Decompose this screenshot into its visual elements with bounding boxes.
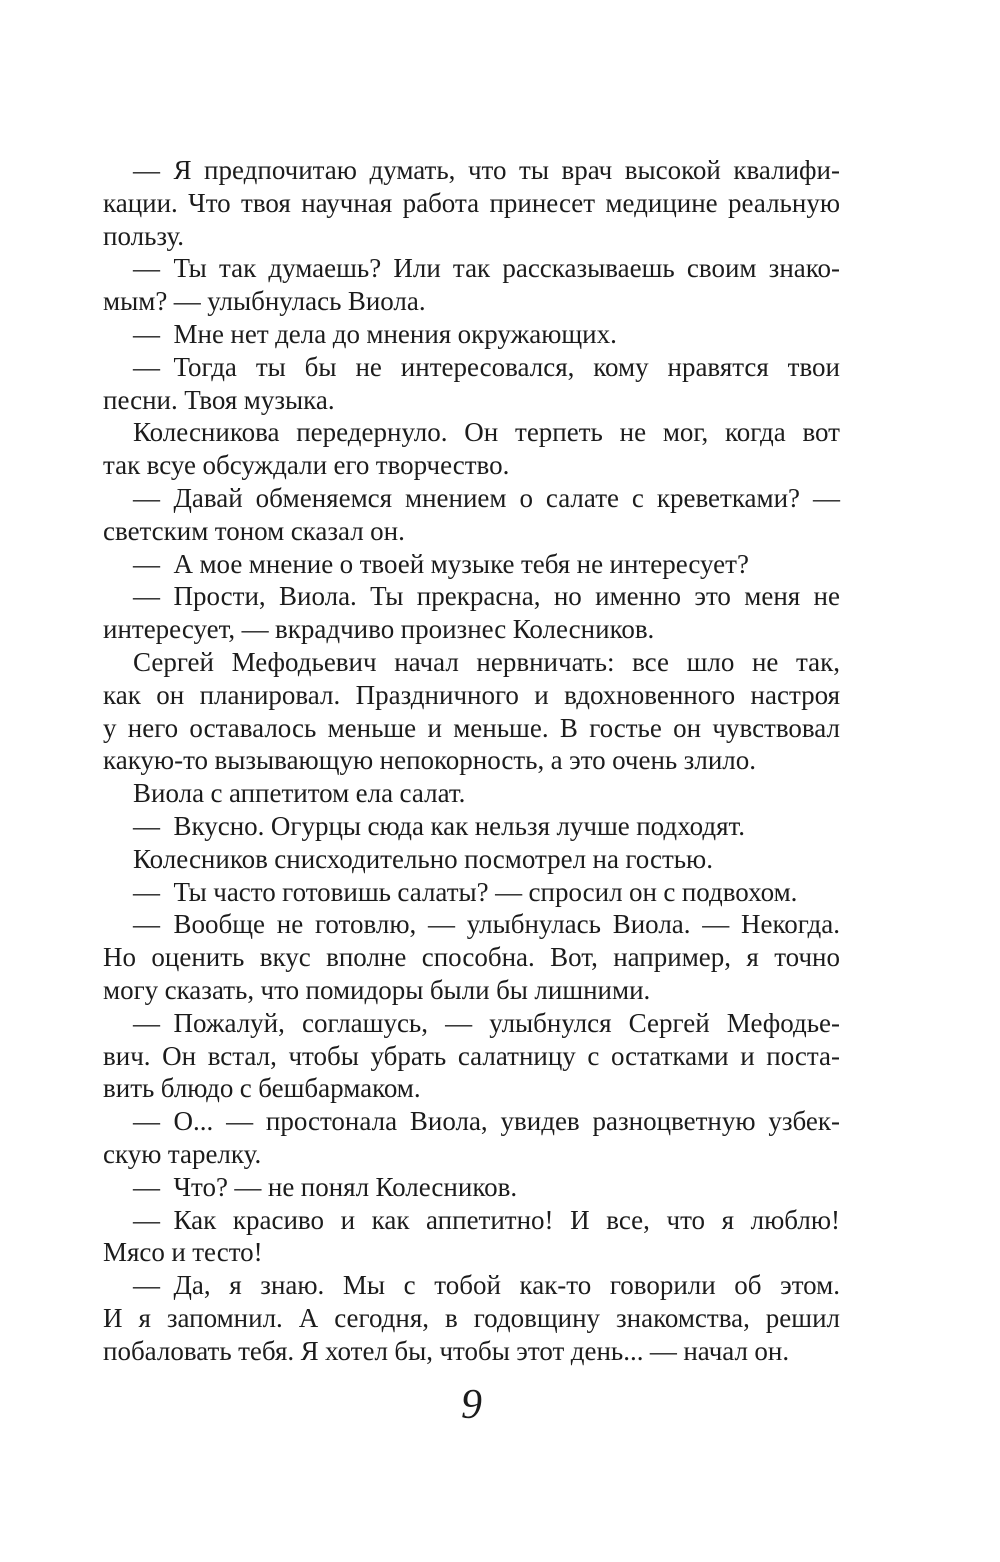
text-line: — Мне нет дела до мнения окружающих. xyxy=(133,318,617,349)
paragraph xyxy=(103,252,840,318)
paragraph xyxy=(103,1105,840,1171)
paragraph xyxy=(103,646,840,777)
text-line: побаловать тебя. Я хотел бы, чтобы этот день... — начал он. xyxy=(103,1335,790,1366)
paragraph xyxy=(103,810,840,843)
text-line: песни. Твоя музыка. xyxy=(103,384,335,415)
text-line: — А мое мнение о твоей музыке тебя не интересует? xyxy=(133,548,749,579)
text-line: — Что? — не понял Колесников. xyxy=(133,1171,518,1202)
paragraph xyxy=(103,1204,840,1270)
text-line: вить блюдо с бешбармаком. xyxy=(103,1073,421,1104)
text-line: — Ты часто готовишь салаты? — спросил он с подвохом. xyxy=(133,876,798,907)
paragraph xyxy=(103,416,840,482)
paragraph xyxy=(103,908,840,1006)
text-line: — Да, я знаю. Мы с тобой как-то говорили об этом. xyxy=(133,1270,840,1301)
text-line: кации. Что твоя научная работа принесет медицине реальную xyxy=(103,187,840,218)
page-text xyxy=(103,154,840,1367)
paragraph xyxy=(103,580,840,646)
paragraph xyxy=(103,1269,840,1367)
text-line: — Я предпочитаю думать, что ты врач высокой квалифи- xyxy=(133,155,840,185)
text-line: мым? — улыбнулась Виола. xyxy=(103,286,426,317)
text-line: Но оценить вкус вполне способна. Вот, например, я точно xyxy=(103,942,840,973)
paragraph xyxy=(103,876,840,909)
text-line: Мясо и тесто! xyxy=(103,1237,263,1268)
text-line: вич. Он встал, чтобы убрать салатницу с остатками и поста- xyxy=(103,1040,840,1071)
page-number: 9 xyxy=(461,1382,482,1428)
text-line: могу сказать, что помидоры были бы лишними. xyxy=(103,974,651,1005)
paragraph xyxy=(103,1171,840,1204)
text-line: — Прости, Виола. Ты прекрасна, но именно это меня не xyxy=(133,581,840,612)
text-line: — Вообще не готовлю, — улыбнулась Виола. — Некогда. xyxy=(133,909,840,940)
text-line: — Давай обменяемся мнением о салате с креветками? — xyxy=(133,482,840,513)
paragraph xyxy=(103,843,840,876)
text-line: — Ты так думаешь? Или так рассказываешь своим знако- xyxy=(133,253,840,284)
text-line: у него оставалось меньше и меньше. В гостье он чувствовал xyxy=(103,712,840,743)
text-line: Сергей Мефодьевич начал нервничать: все шло не так, xyxy=(133,646,840,677)
paragraph xyxy=(103,482,840,548)
paragraph xyxy=(103,548,840,581)
text-line: — О... — простонала Виола, увидев разноцветную узбек- xyxy=(133,1106,840,1137)
text-line: светским тоном сказал он. xyxy=(103,515,405,546)
paragraph xyxy=(103,351,840,417)
text-line: — Пожалуй, соглашусь, — улыбнулся Сергей Мефодье- xyxy=(133,1007,840,1038)
text-line: Колесников снисходительно посмотрел на гостью. xyxy=(133,843,713,874)
text-line: — Тогда ты бы не интересовался, кому нравятся твои xyxy=(133,351,840,382)
text-line: пользу. xyxy=(103,220,185,251)
text-line: — Вкусно. Огурцы сюда как нельзя лучше подходят. xyxy=(133,810,746,841)
text-line: скую тарелку. xyxy=(103,1138,262,1169)
paragraph xyxy=(103,1007,840,1105)
text-line: интересует, — вкрадчиво произнес Колесников. xyxy=(103,614,655,645)
text-line: — Как красиво и как аппетитно! И все, что я люблю! xyxy=(133,1204,840,1235)
paragraph xyxy=(103,318,840,351)
text-line: Колесникова передернуло. Он терпеть не мог, когда вот xyxy=(133,417,840,448)
text-line: как он планировал. Праздничного и вдохновенного настроя xyxy=(103,679,840,710)
text-line: так всуе обсуждали его творчество. xyxy=(103,450,510,481)
text-line: И я запомнил. А сегодня, в годовщину знакомства, решил xyxy=(103,1302,840,1333)
paragraph xyxy=(103,154,840,252)
paragraph xyxy=(103,777,840,810)
text-line: Виола с аппетитом ела салат. xyxy=(133,778,466,809)
text-line: какую-то вызывающую непокорность, а это очень злило. xyxy=(103,745,756,776)
